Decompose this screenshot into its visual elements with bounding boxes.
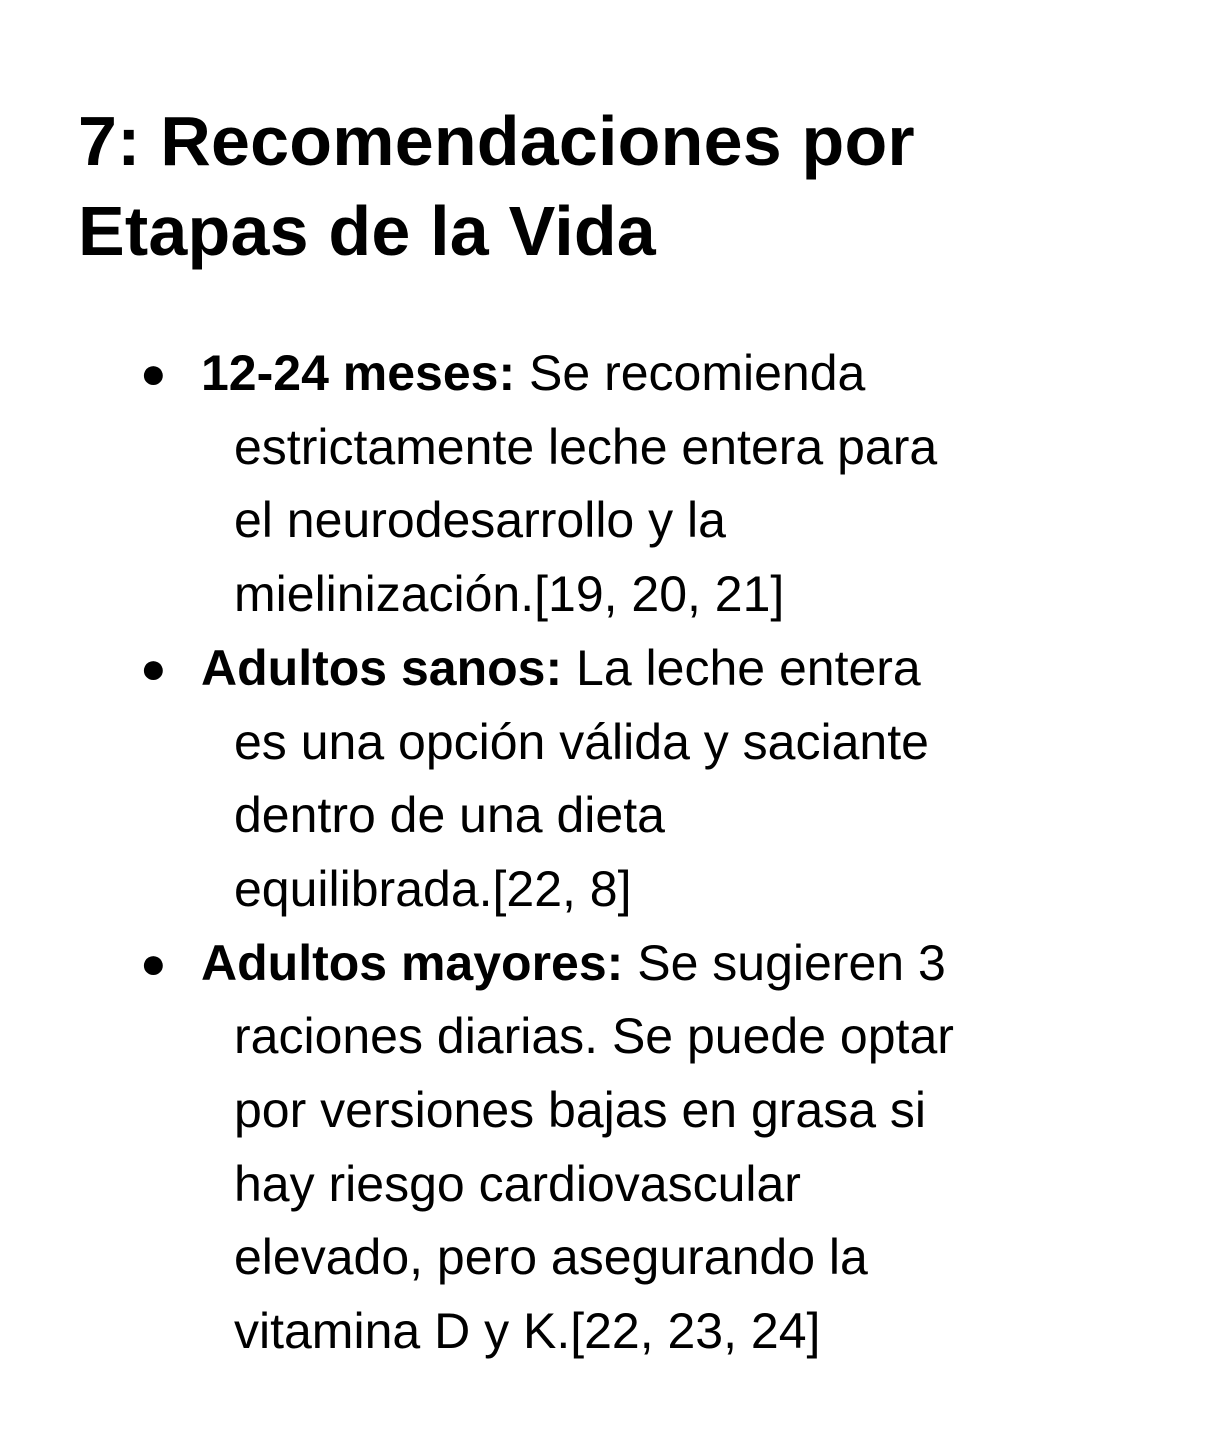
- bullet-icon: ●: [140, 349, 167, 398]
- item-line: el neurodesarrollo y la: [234, 492, 726, 549]
- item-line: por versiones bajas en grasa si: [234, 1082, 927, 1139]
- item-line: hay riesgo cardiovascular: [234, 1155, 801, 1212]
- section-title-line-2: Etapas de la Vida: [78, 192, 656, 270]
- item-text: La leche entera: [562, 639, 921, 696]
- item-line: es una opción válida y saciante: [234, 713, 929, 770]
- item-line: equilibrada.[22, 8]: [234, 860, 632, 917]
- item-line: mielinización.[19, 20, 21]: [234, 566, 785, 623]
- bullet-icon: ●: [140, 643, 167, 693]
- item-line: elevado, pero asegurando la: [234, 1229, 868, 1286]
- list-item-adultos-sanos: [0, 632, 1206, 927]
- item-text: Se sugieren 3: [623, 934, 946, 991]
- item-line: raciones diarias. Se puede optar: [234, 1008, 954, 1065]
- recommendations-list: [0, 337, 1206, 1369]
- item-label: Adultos mayores:: [201, 934, 624, 991]
- item-line: vitamina D y K.[22, 23, 24]: [234, 1303, 821, 1360]
- section-title: [78, 96, 1118, 276]
- item-line: dentro de una dieta: [234, 787, 665, 844]
- item-line: estrictamente leche entera para: [234, 418, 938, 475]
- item-line: [0, 632, 1206, 706]
- item-line: [0, 337, 1206, 411]
- item-label: Adultos sanos:: [201, 639, 563, 696]
- list-item-adultos-mayores: [0, 927, 1206, 1369]
- bullet-icon: ●: [140, 938, 167, 988]
- list-item-12-24-meses: [0, 337, 1206, 632]
- item-text: Se recomienda: [515, 345, 866, 401]
- item-label: 12-24 meses:: [201, 345, 516, 401]
- section-title-line-1: 7: Recomendaciones por: [78, 102, 915, 180]
- item-line: [0, 927, 1206, 1001]
